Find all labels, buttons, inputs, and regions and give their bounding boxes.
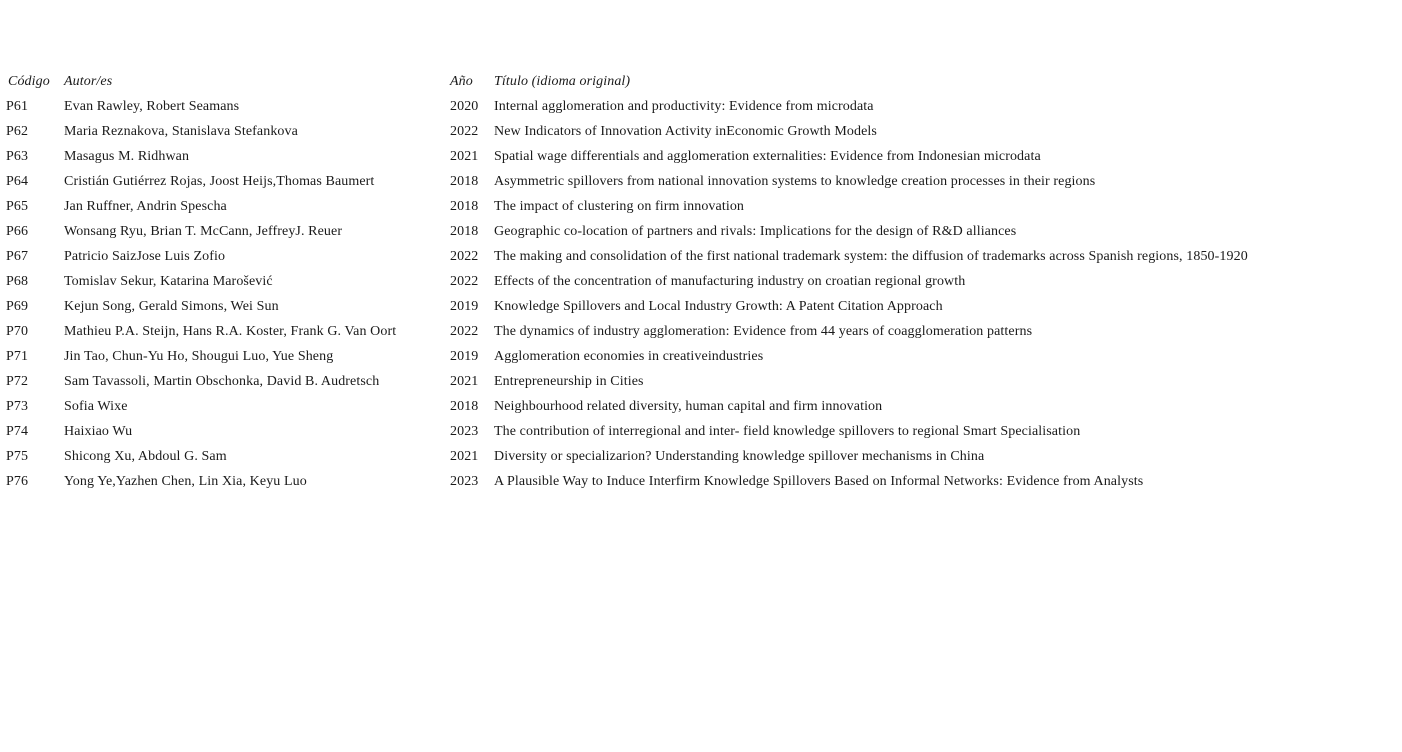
cell-year: 2021 [450, 149, 479, 164]
table-row [6, 294, 1248, 319]
cell-authors: Masagus M. Ridhwan [64, 149, 190, 164]
cell-authors: Shicong Xu, Abdoul G. Sam [64, 449, 227, 464]
table-row [6, 144, 1248, 169]
header-code: Código [8, 74, 50, 89]
table-row [6, 419, 1248, 444]
cell-authors: Sam Tavassoli, Martin Obschonka, David B. Audretsch [64, 374, 380, 389]
cell-title: Agglomeration economies in creativeindustries [494, 349, 764, 364]
cell-title: New Indicators of Innovation Activity inEconomic Growth Models [494, 124, 877, 139]
table-body [6, 94, 1248, 494]
cell-title: Effects of the concentration of manufacturing industry on croatian regional growth [494, 274, 966, 289]
cell-code: P66 [6, 224, 29, 239]
cell-authors: Maria Reznakova, Stanislava Stefankova [64, 124, 298, 139]
cell-title: The contribution of interregional and inter- field knowledge spillovers to regional Smart Specialisation [494, 424, 1081, 439]
cell-code: P63 [6, 149, 29, 164]
cell-year: 2018 [450, 174, 479, 189]
cell-code: P67 [6, 249, 29, 264]
cell-authors: Mathieu P.A. Steijn, Hans R.A. Koster, Frank G. Van Oort [64, 324, 397, 339]
cell-title: Neighbourhood related diversity, human capital and firm innovation [494, 399, 883, 414]
cell-authors: Cristián Gutiérrez Rojas, Joost Heijs,Thomas Baumert [64, 174, 375, 189]
table-row [6, 119, 1248, 144]
header-row [6, 69, 1248, 94]
cell-year: 2022 [450, 324, 479, 339]
cell-authors: Kejun Song, Gerald Simons, Wei Sun [64, 299, 279, 314]
cell-year: 2019 [450, 299, 479, 314]
table-row [6, 269, 1248, 294]
header-title: Título (idioma original) [494, 74, 631, 89]
cell-title: Diversity or specializarion? Understanding knowledge spillover mechanisms in China [494, 449, 985, 464]
cell-title: Knowledge Spillovers and Local Industry Growth: A Patent Citation Approach [494, 299, 943, 314]
cell-authors: Wonsang Ryu, Brian T. McCann, JeffreyJ. Reuer [64, 224, 343, 239]
cell-year: 2018 [450, 199, 479, 214]
cell-code: P71 [6, 349, 29, 364]
cell-year: 2020 [450, 99, 479, 114]
cell-code: P64 [6, 174, 29, 189]
references-table [6, 69, 1248, 494]
cell-authors: Evan Rawley, Robert Seamans [64, 99, 240, 114]
table-row [6, 344, 1248, 369]
cell-year: 2021 [450, 449, 479, 464]
cell-year: 2019 [450, 349, 479, 364]
table-row [6, 169, 1248, 194]
cell-code: P69 [6, 299, 29, 314]
cell-title: A Plausible Way to Induce Interfirm Knowledge Spillovers Based on Informal Networks: Evidence from Analysts [494, 474, 1144, 489]
cell-title: Entrepreneurship in Cities [494, 374, 644, 389]
cell-code: P61 [6, 99, 29, 114]
cell-code: P68 [6, 274, 29, 289]
cell-authors: Haixiao Wu [64, 424, 133, 439]
cell-code: P65 [6, 199, 29, 214]
table-row [6, 444, 1248, 469]
table-row [6, 194, 1248, 219]
cell-authors: Tomislav Sekur, Katarina Marošević [64, 274, 273, 289]
cell-year: 2022 [450, 124, 479, 139]
table-row [6, 219, 1248, 244]
cell-code: P72 [6, 374, 29, 389]
cell-code: P62 [6, 124, 29, 139]
table-row [6, 469, 1248, 494]
cell-year: 2018 [450, 399, 479, 414]
table-row [6, 369, 1248, 394]
cell-year: 2022 [450, 274, 479, 289]
cell-title: Geographic co-location of partners and rivals: Implications for the design of R&D alliances [494, 224, 1017, 239]
cell-title: The making and consolidation of the first national trademark system: the diffusion of trademarks across Spanish regions, 1850-1920 [494, 249, 1248, 264]
header-authors: Autor/es [64, 74, 113, 89]
cell-authors: Sofia Wixe [64, 399, 128, 414]
cell-year: 2023 [450, 474, 479, 489]
header-year: Año [450, 74, 473, 89]
cell-year: 2021 [450, 374, 479, 389]
cell-authors: Patricio SaizJose Luis Zofio [64, 249, 226, 264]
cell-code: P70 [6, 324, 29, 339]
cell-code: P75 [6, 449, 29, 464]
cell-year: 2022 [450, 249, 479, 264]
cell-code: P74 [6, 424, 29, 439]
cell-title: Internal agglomeration and productivity: Evidence from microdata [494, 99, 874, 114]
cell-authors: Jan Ruffner, Andrin Spescha [64, 199, 227, 214]
cell-year: 2023 [450, 424, 479, 439]
table-row [6, 319, 1248, 344]
cell-year: 2018 [450, 224, 479, 239]
cell-title: Spatial wage differentials and agglomeration externalities: Evidence from Indonesian microdata [494, 149, 1041, 164]
cell-authors: Jin Tao, Chun-Yu Ho, Shougui Luo, Yue Sheng [64, 349, 334, 364]
table-row [6, 94, 1248, 119]
cell-title: Asymmetric spillovers from national innovation systems to knowledge creation processes in their regions [494, 174, 1096, 189]
cell-authors: Yong Ye,Yazhen Chen, Lin Xia, Keyu Luo [64, 474, 307, 489]
cell-code: P73 [6, 399, 29, 414]
table-row [6, 394, 1248, 419]
cell-code: P76 [6, 474, 29, 489]
cell-title: The impact of clustering on firm innovation [494, 199, 745, 214]
cell-title: The dynamics of industry agglomeration: Evidence from 44 years of coagglomeration patterns [494, 324, 1033, 339]
table-row [6, 244, 1248, 269]
